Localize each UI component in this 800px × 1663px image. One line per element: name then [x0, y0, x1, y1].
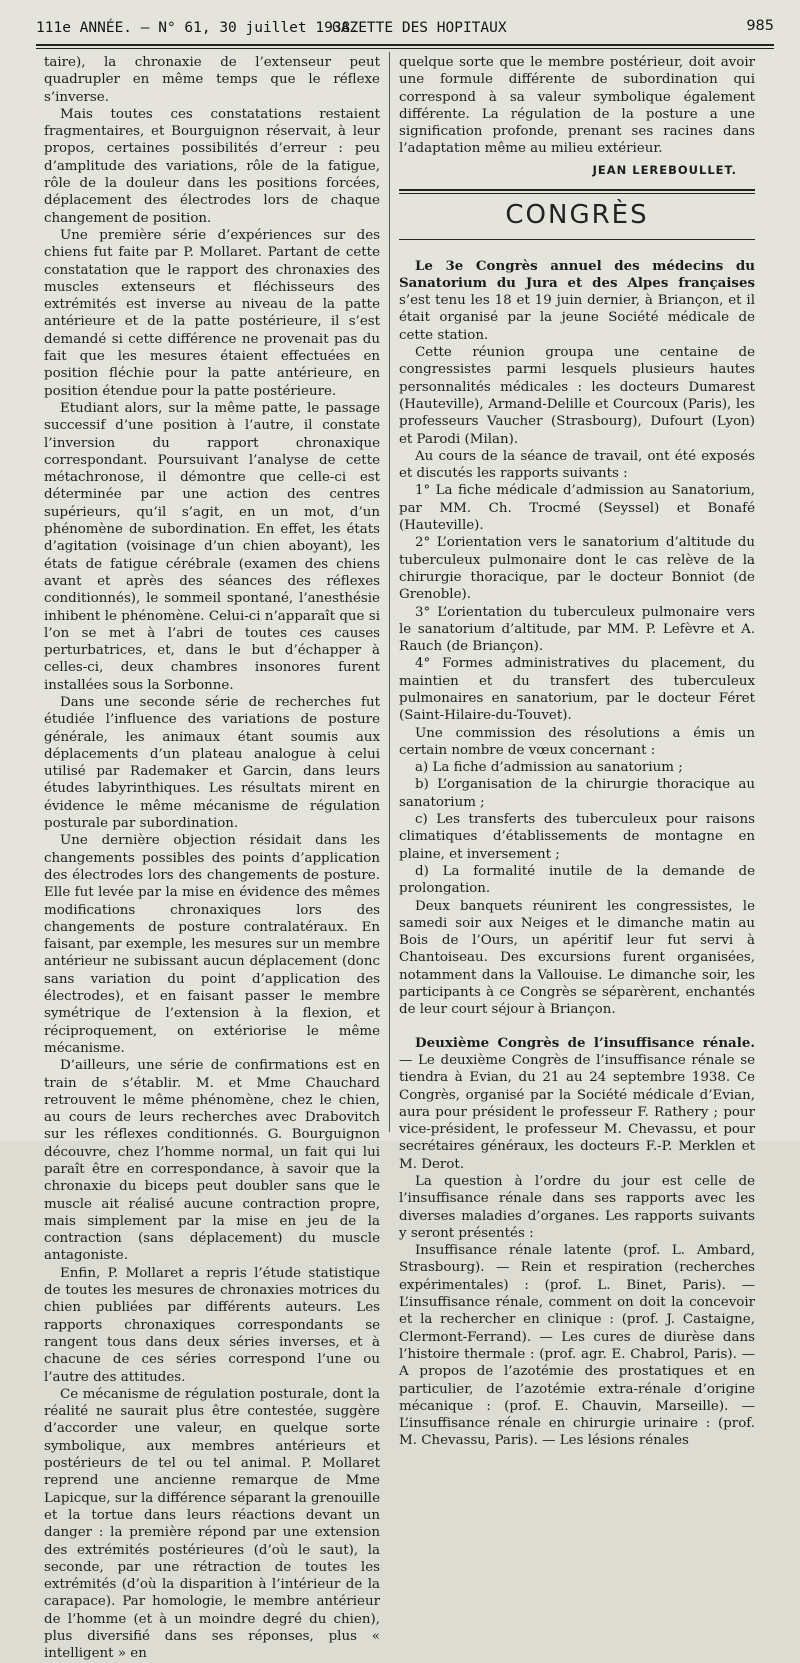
right-paragraph: Insuffisance rénale latente (prof. L. Ambard, Strasbourg). — Rein et respiration (recherches expérimentales) : (prof. L. Binet, Paris). — L’insuffisance rénale, comment on doit la concevoir et la rechercher en clinique : (prof. J. Castaigne, Clermont-Ferrand). — Les cures de diurèse dans l’histoire thermale : (prof. agr. E. Chabrol, Paris). — A propos de l’azotémie des prostatiques et en particulier, de l’azotémie extra-rénale d’origine mécanique : (prof. E. Chauvin, Marseille). — L’insuffisance rénale en chirurgie urinaire : (prof. M. Chevassu, Paris). — Les lésions rénales — [399, 1243, 755, 1449]
left-paragraph: Une première série d’expériences sur des chiens fut faite par P. Mollaret. Partant de cette constatation que le rapport des chronaxies des muscles extenseurs et fléchisseurs des extrémités est inverse au niveau de la patte antérieure et de la patte postérieure, il s’est demandé si cette différence ne provenait pas du fait que les mesures étaient effectuées en position fléchie pour la patte antérieure, en position étendue pour la patte postérieure. — [44, 227, 380, 399]
right-paragraph: c) Les transferts des tuberculeux pour raisons climatiques d’établissements de montagne en plaine, et inversement ; — [399, 812, 755, 862]
paragraph-gap — [399, 1019, 755, 1035]
section-rule-bottom — [399, 239, 755, 240]
section-title: CONGRÈS — [505, 200, 649, 231]
right-paragraph: Deux banquets réunirent les congressistes, le samedi soir aux Neiges et le dimanche matin au Bois de l’Ours, un apéritif leur fut servi à Chantoiseau. Des excursions furent organisées, notamment dans la Vallouise. Le dimanche soir, les participants à ce Congrès se séparèrent, enchantés de leur court séjour à Briançon. — [399, 898, 755, 1018]
left-paragraph: Mais toutes ces constatations restaient fragmentaires, et Bourguignon réservait, à leur propos, certaines possibilités d’erreur : peu d’amplitude des variations, rôle de la fatigue, rôle de la douleur dans les positions forcées, déplacement des électrodes lors de chaque changement de position. — [44, 106, 380, 226]
congres-sanatorium-text: s’est tenu les 18 et 19 juin dernier, à Briançon, et il était organisé par la jeune Société médicale de cette station. — [399, 293, 755, 343]
congres-sanatorium-body — [399, 344, 755, 1019]
left-paragraph: Ce mécanisme de régulation posturale, dont la réalité ne saurait plus être contestée, suggère d’accorder une valeur, en quelque sorte symbolique, aux membres antérieurs et postérieurs de tel ou tel animal. P. Mollaret reprend une ancienne remarque de Mme Lapicque, sur la différence séparant la grenouille et la tortue dans leurs réactions devant un danger : la première répond par une extension des extrémités postérieures (d’où le saut), la seconde, par une rétraction de toutes les extrémités (d’où la disparition à l’intérieur de la carapace). Par homologie, le membre antérieur de l’homme (et à un moindre degré du chien), plus diversifié dans ses réponses, plus « intelligent » en — [44, 1386, 380, 1662]
running-header — [36, 14, 774, 48]
section-rule-thin — [399, 193, 755, 194]
page-number: 985 — [746, 18, 774, 34]
right-paragraph: 2° L’orientation vers le sanatorium d’altitude du tuberculeux pulmonaire dont le cas relève de la chirurgie thoracique, par le docteur Bonniot (de Grenoble). — [399, 535, 755, 603]
issue-info: 111e ANNÉE. — N° 61, 30 juillet 1938. — [36, 20, 360, 36]
left-paragraph: Dans une seconde série de recherches fut étudiée l’influence des variations de posture générale, les animaux étant soumis aux déplacements d’un plateau analogue à celui utilisé par Rademaker et Garcin, dans leurs études labyrinthiques. Les résultats mirent en évidence le même mécanisme de régulation posturale par subordination. — [44, 694, 380, 832]
right-paragraph: 3° L’orientation du tuberculeux pulmonaire vers le sanatorium d’altitude, par MM. P. Lefèvre et A. Rauch (de Briançon). — [399, 604, 755, 655]
author-signature: JEAN LEREBOULLET. — [592, 162, 737, 177]
right-paragraph: 4° Formes administratives du placement, du maintien et du transfert des tuberculeux pulmonaires en sanatorium, par le docteur Féret (Saint-Hilaire-du-Touvet). — [399, 656, 755, 724]
header-rule — [36, 44, 774, 46]
congres-renal-intro — [399, 1035, 755, 1173]
right-paragraph: La question à l’ordre du jour est celle de l’insuffisance rénale dans ses rapports avec les diverses maladies d’organes. Les rapports suivants y seront présentés : — [399, 1174, 755, 1241]
congres-sanatorium-intro — [399, 258, 755, 344]
left-paragraph: Enfin, P. Mollaret a repris l’étude statistique de toutes les mesures de chronaxies motrices du chien publiées par différents auteurs. Les rapports chronaxiques correspondants se rangent tous dans deux séries inverses, et à chacune de ces séries correspond l’une ou l’autre des attitudes. — [44, 1265, 380, 1385]
congres-renal-text: — Le deuxième Congrès de l’insuffisance rénale se tiendra à Evian, du 21 au 24 septembre 1938. Ce Congrès, organisé par la Société médicale d’Evian, aura pour président le professeur F. Rathery ; pour vice-président, le professeur M. Chevassu, et pour secrétaires généraux, les docteurs F.-P. Merklen et M. Derot. — [399, 1052, 755, 1172]
left-column — [44, 54, 380, 1663]
column-divider — [389, 52, 390, 1132]
right-column — [399, 54, 755, 1450]
congres-renal-body — [399, 1173, 755, 1450]
section-rule — [399, 189, 755, 191]
right-paragraph: Au cours de la séance de travail, ont été exposés et discutés les rapports suivants : — [399, 448, 755, 482]
right-paragraph: d) La formalité inutile de la demande de prolongation. — [399, 863, 755, 897]
journal-title: GAZETTE DES HOPITAUX — [332, 20, 507, 36]
header-rule-thin — [36, 48, 774, 49]
right-paragraph: Une commission des résolutions a émis un certain nombre de vœux concernant : — [399, 725, 755, 758]
right-paragraph: 1° La fiche médicale d’admission au Sanatorium, par MM. Ch. Trocmé (Seyssel) et Bonafé (Hauteville). — [399, 483, 755, 534]
left-paragraph: taire), la chronaxie de l’extenseur peut quadrupler en même temps que le réflexe s’inverse. — [44, 55, 380, 105]
left-paragraph: Une dernière objection résidait dans les changements possibles des points d’application des électrodes lors des changements de posture. Elle fut levée par la mise en évidence des mêmes modifications chronaxiques lors des changements de posture contralatéraux. En faisant, par exemple, les mesures sur un membre antérieur ne subissant aucun déplacement (donc sans variation du point d’application des électrodes), et en faisant passer le membre symétrique de l’extension à la flexion, et réciproquement, on extériorise le même mécanisme. — [44, 833, 380, 1056]
article-conclusion: quelque sorte que le membre postérieur, doit avoir une formule différente de subordination qui correspond à sa valeur symbolique également différente. La régulation de la posture a une signification profonde, prenant ses racines dans l’adaptation même au milieu extérieur. — [399, 55, 755, 157]
right-paragraph: a) La fiche d’admission au sanatorium ; — [415, 760, 683, 776]
right-paragraph: b) L’organisation de la chirurgie thoracique au sanatorium ; — [399, 777, 755, 810]
left-paragraph: D’ailleurs, une série de confirmations est en train de s’établir. M. et Mme Chauchard retrouvent le même phénomène, chez le chien, au cours de leurs recherches avec Drabovitch sur les réflexes conditionnés. G. Bourguignon découvre, chez l’homme normal, un fait qui lui paraît être en correspondance, à savoir que la chronaxie du biceps peut doubler sans que le muscle ait réalisé aucune contraction propre, mais simplement par la mise en jeu de la contraction (sans déplacement) du muscle antagoniste. — [44, 1058, 380, 1264]
congres-renal-title: Deuxième Congrès de l’insuffisance rénale. — [415, 1034, 755, 1051]
left-paragraph: Etudiant alors, sur la même patte, le passage successif d’une position à l’autre, il constate l’inversion du rapport chronaxique correspondant. Poursuivant l’analyse de cette métachronose, il démontre que celle-ci est déterminée par une action des centres supérieurs, qu’il s’agit, en un mot, d’un phénomène de subordination. En effet, les états d’agitation (voisinage d’un chien aboyant), les états de fatigue cérébrale (examen des chiens avant et après des séances des réflexes conditionnés), le sommeil spontané, l’anesthésie inhibent le phénomène. Celui-ci n’apparaît que si l’on se met à l’abri de toutes ces causes perturbatrices, et, dans le but d’échapper à celles-ci, deux chambres insonores furent installées sous la Sorbonne. — [44, 400, 380, 693]
right-paragraph: Cette réunion groupa une centaine de congressistes parmi lesquels plusieurs hautes personnalités médicales : les docteurs Dumarest (Hauteville), Armand-Delille et Courcoux (Paris), les professeurs Vaucher (Strasbourg), Dufourt (Lyon) et Parodi (Milan). — [399, 345, 755, 447]
congres-sanatorium-title: Le 3e Congrès annuel des médecins du Sanatorium du Jura et des Alpes françaises — [399, 257, 755, 291]
